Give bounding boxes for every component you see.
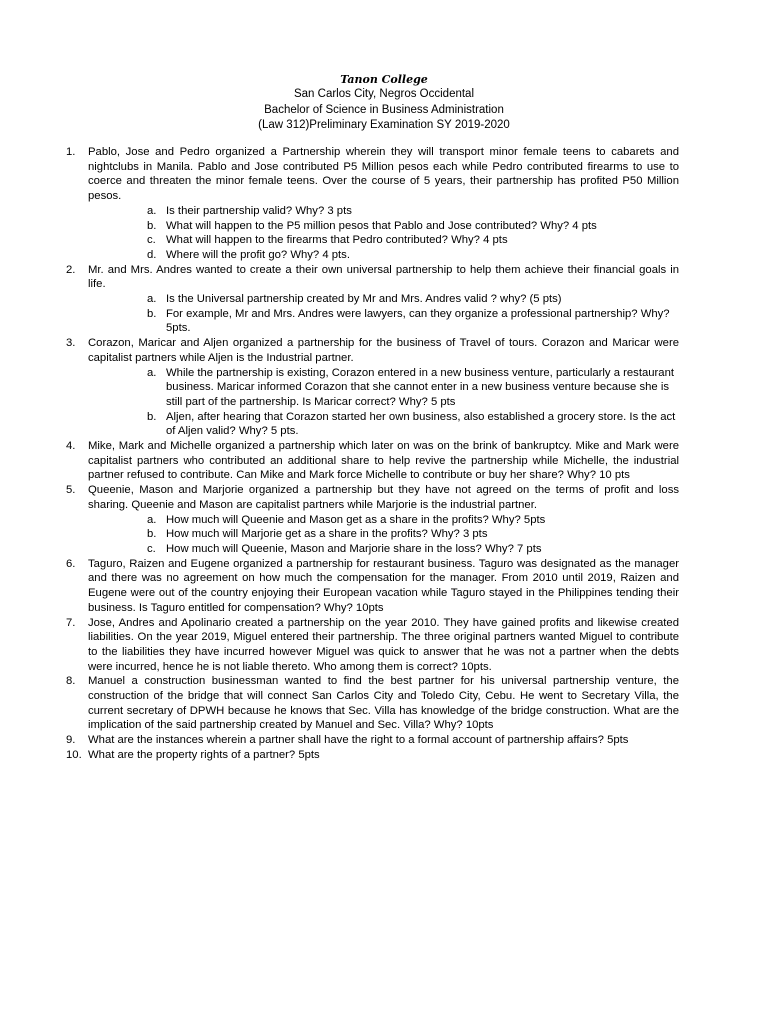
sub-question-text: How much will Queenie, Mason and Marjorie share in the loss? Why? 7 pts — [166, 542, 542, 555]
question-number: 6. — [66, 557, 76, 570]
question-item — [66, 616, 679, 675]
exam-title: (Law 312)Preliminary Examination SY 2019-2020 — [258, 119, 510, 131]
question-text: Mike, Mark and Michelle organized a partnership which later on was on the brink of bankruptcy. Mike and Mark were capitalist partners who contributed an additional share to help revive the partnership while Michelle, the industrial partner refused to contribute. Can Mike and Mark force Michelle to contribute or buy her share? Why? 10 pts — [88, 440, 679, 482]
sub-question-letter: d. — [147, 248, 157, 261]
question-item — [66, 336, 679, 439]
question-text: Pablo, Jose and Pedro organized a Partnership wherein they will transport minor female teens to cabarets and nightclubs in Manila. Pablo and Jose contributed P5 Million pesos each while Pedro contributed firearms to use to coerce and threaten the minor female teens. Over the course of 5 years, their partnership has profited P50 Million pesos. — [88, 146, 679, 203]
sub-question-list — [88, 366, 679, 440]
sub-question-text: How much will Marjorie get as a share in the profits? Why? 3 pts — [166, 528, 488, 541]
sub-question-text: How much will Queenie and Mason get as a share in the profits? Why? 5pts — [166, 513, 546, 526]
sub-question-item — [147, 366, 679, 410]
sub-question-text: For example, Mr and Mrs. Andres were lawyers, can they organize a professional partnership? Why? 5pts. — [166, 307, 670, 335]
sub-question-letter: b. — [147, 410, 157, 423]
question-text: Corazon, Maricar and Aljen organized a partnership for the business of Travel of tours. Corazon and Maricar were capitalist partners while Aljen is the Industrial partner. — [88, 337, 679, 364]
sub-question-letter: a. — [147, 513, 157, 526]
degree-program: Bachelor of Science in Business Administration — [264, 103, 504, 116]
sub-question-item — [147, 527, 679, 542]
question-number: 7. — [66, 616, 76, 629]
sub-question-item — [147, 513, 679, 528]
sub-question-letter: c. — [147, 234, 156, 247]
question-number: 5. — [66, 484, 76, 497]
sub-question-letter: c. — [147, 542, 156, 555]
sub-question-letter: b. — [147, 528, 157, 541]
sub-question-letter: a. — [147, 366, 157, 379]
sub-question-item — [147, 410, 679, 439]
sub-question-text: What will happen to the P5 million pesos that Pablo and Jose contributed? Why? 4 pts — [166, 219, 597, 232]
sub-question-list — [88, 204, 679, 263]
sub-question-letter: a. — [147, 204, 157, 217]
exam-header — [0, 72, 768, 134]
question-item — [66, 674, 679, 733]
sub-question-item — [147, 307, 679, 336]
question-number: 4. — [66, 440, 76, 453]
question-item — [66, 483, 679, 557]
college-location: San Carlos City, Negros Occidental — [293, 88, 475, 100]
question-number: 10. — [66, 748, 82, 761]
sub-question-item — [147, 204, 679, 219]
sub-question-text: Aljen, after hearing that Corazon started her own business, also established a grocery store. Is the act of Aljen valid? Why? 5 pts. — [166, 410, 676, 438]
question-number: 8. — [66, 675, 76, 688]
question-item — [66, 733, 679, 748]
sub-question-text: Is the Universal partnership created by Mr and Mrs. Andres valid ? why? (5 pts) — [166, 293, 562, 306]
sub-question-item — [147, 233, 679, 248]
question-number: 1. — [66, 146, 76, 158]
question-number: 9. — [66, 734, 76, 747]
sub-question-list — [88, 292, 679, 336]
sub-question-letter: b. — [147, 307, 157, 320]
question-text: Manuel a construction businessman wanted to find the best partner for his universal partnership venture, the construction of the bridge that will connect San Carlos City and Toledo City, Cebu. He went to Secretary Villa, the current secretary of DPWH because he knows that Sec. Villa has knowledge of the bridge construction. What are the implication of the said partnership created by Manuel and Sec. Villa? Why? 10pts — [88, 675, 679, 732]
question-number: 3. — [66, 337, 76, 350]
question-list — [66, 145, 679, 763]
question-text: What are the instances wherein a partner shall have the right to a formal account of partnership affairs? 5pts — [88, 734, 629, 747]
sub-question-letter: a. — [147, 293, 157, 306]
sub-question-text: While the partnership is existing, Corazon entered in a new business venture, particularly a restaurant business. Maricar informed Corazon that she cannot enter in a new business venture because she is still part of the partnership. Is Maricar correct? Why? 5 pts — [166, 366, 674, 408]
question-item — [66, 145, 679, 263]
question-text: Mr. and Mrs. Andres wanted to create a their own universal partnership to help them achieve their financial goals in life. — [88, 263, 679, 291]
question-item — [66, 263, 679, 337]
question-text: Queenie, Mason and Marjorie organized a partnership but they have not agreed on the terms of profit and loss sharing. Queenie and Mason are capitalist partners while Marjorie is the industrial partner. — [88, 484, 679, 511]
sub-question-text: Where will the profit go? Why? 4 pts. — [166, 248, 350, 261]
sub-question-item — [147, 292, 679, 307]
sub-question-item — [147, 219, 679, 234]
question-item — [66, 748, 679, 763]
sub-question-letter: b. — [147, 219, 157, 232]
question-text: Taguro, Raizen and Eugene organized a partnership for restaurant business. Taguro was designated as the manager and there was no agreement on how much the compensation for the manager. From 2010 until 2019, Raizen and Eugene were out of the country enjoying their European vacation while Taguro stayed in the Philippines tending their business. Is Taguro entitled for compensation? Why? 10pts — [88, 557, 679, 614]
sub-question-text: Is their partnership valid? Why? 3 pts — [166, 204, 352, 217]
question-item — [66, 439, 679, 483]
sub-question-item — [147, 542, 679, 557]
sub-question-text: What will happen to the firearms that Pedro contributed? Why? 4 pts — [166, 234, 508, 247]
sub-question-item — [147, 248, 679, 263]
question-text: Jose, Andres and Apolinario created a partnership on the year 2010. They have gained profits and likewise created liabilities. On the year 2019, Miguel entered their partnership. The three original partners wanted Miguel to contribute to the liabilities they have incurred however Miguel was quick to answer that he was not a partner when the debts were incurred, hence he is not liable thereto. Who among them is correct? 10pts. — [88, 616, 679, 673]
question-text: What are the property rights of a partner? 5pts — [88, 748, 320, 761]
question-number: 2. — [66, 263, 76, 276]
question-item — [66, 557, 679, 616]
college-name: Tanon College — [340, 73, 428, 86]
sub-question-list — [88, 513, 679, 557]
